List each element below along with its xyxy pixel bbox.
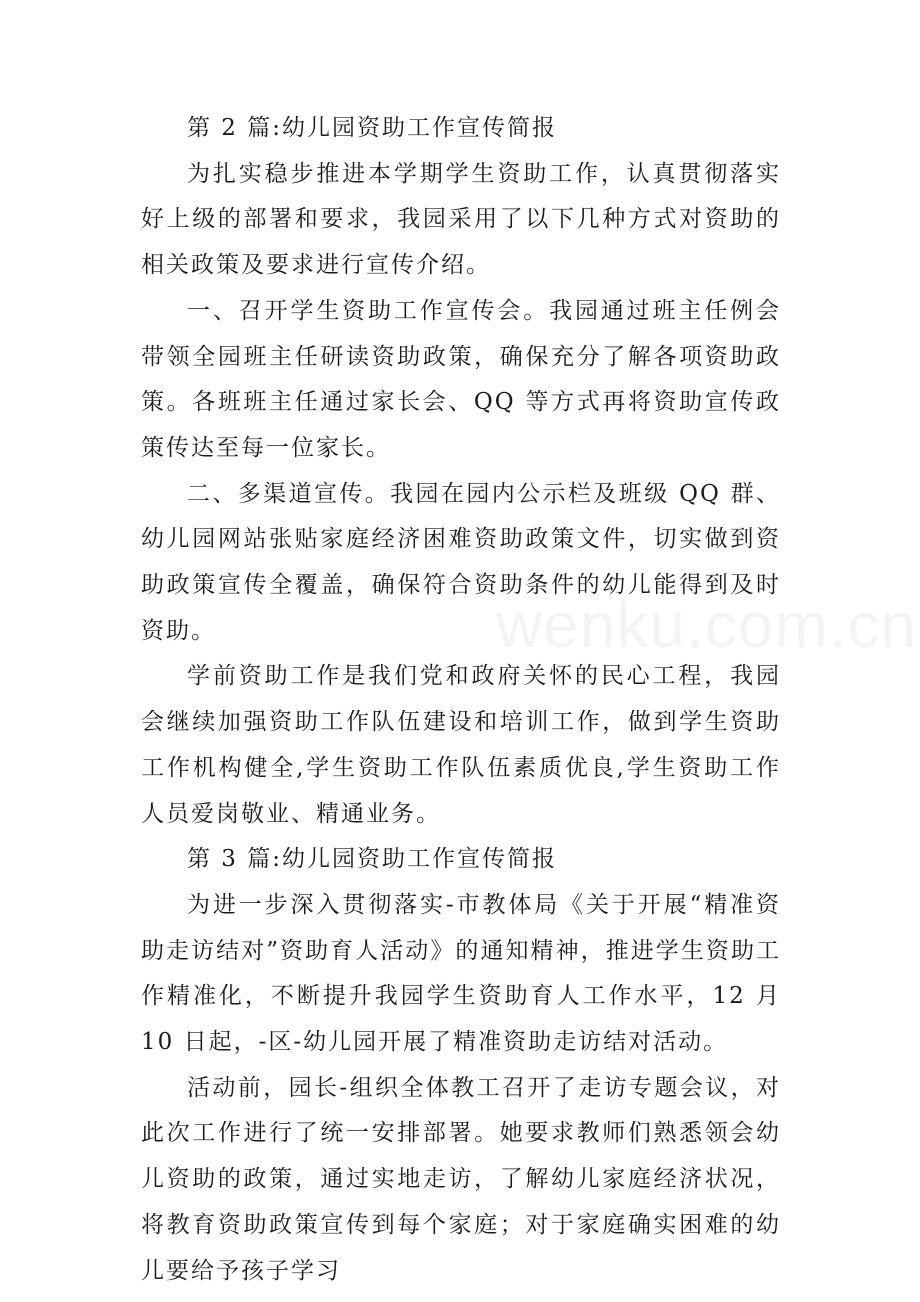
paragraph-item-1: 一、召开学生资助工作宣传会。我园通过班主任例会带领全园班主任研读资助政策，确保充分了解各项资助政策。各班班主任通过家长会、QQ 等方式再将资助宣传政策传达至每一位家长。 [141,297,781,461]
watermark: wenku.com.cn [496,589,918,661]
section-heading-3: 第 3 篇:幼儿园资助工作宣传简报 [187,846,558,873]
paragraph-activity-detail: 活动前，园长-组织全体教工召开了走访专题会议，对此次工作进行了统一安排部署。她要求教师们熟悉领会幼儿资助的政策，通过实地走访，了解幼儿家庭经济状况，将教育资助政策宣传到每个家庭；对于家庭确实困难的幼儿要给予孩子学习 [141,1074,781,1284]
paragraph-intro: 为扎实稳步推进本学期学生资助工作，认真贯彻落实好上级的部署和要求，我园采用了以下几种方式对资助的相关政策及要求进行宣传介绍。 [141,160,781,279]
paragraph-activity-intro: 为进一步深入贯彻落实-市教体局《关于开展“精准资助走访结对”资助育人活动》的通知精神，推进学生资助工作精准化，不断提升我园学生资助育人工作水平，12 月 10 日起，-区-幼儿园开展了精准资助走访结对活动。 [141,891,781,1056]
paragraph-summary: 学前资助工作是我们党和政府关怀的民心工程，我园会继续加强资助工作队伍建设和培训工作，做到学生资助工作机构健全,学生资助工作队伍素质优良,学生资助工作人员爱岗敬业、精通业务。 [141,663,781,827]
document-body [141,106,781,1294]
paragraph-item-2: 二、多渠道宣传。我园在园内公示栏及班级 QQ 群、幼儿园网站张贴家庭经济困难资助政策文件，切实做到资助政策宣传全覆盖，确保符合资助条件的幼儿能得到及时资助。 [141,480,781,644]
section-heading-2: 第 2 篇:幼儿园资助工作宣传简报 [187,115,558,141]
